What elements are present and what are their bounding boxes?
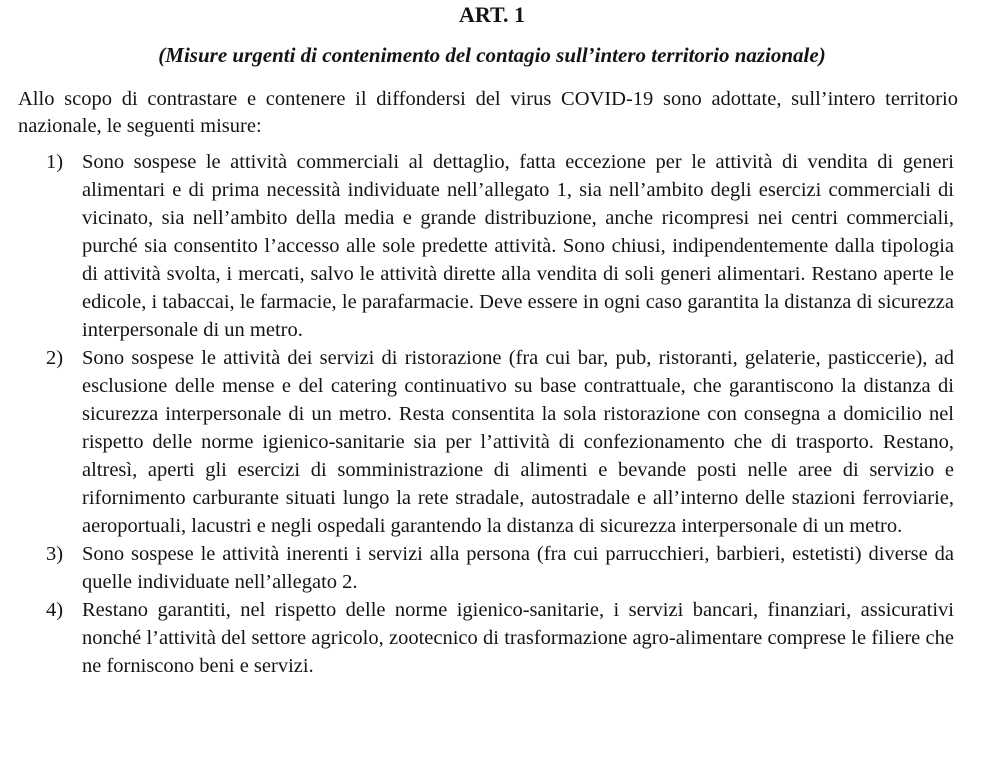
list-item-number: 2): [46, 347, 64, 369]
list-item-number: 1): [46, 151, 64, 173]
list-item-text: Sono sospese le attività commerciali al dettaglio, fatta eccezione per le attività di vendita di generi alimentari e di prima necessità individuate nell’allegato 1, sia nell’ambito degli esercizi commerciali di vicinato, sia nell’ambito della media e grande distribuzione, anche ricompresi nei centri commerciali, purché sia consentito l’accesso alle sole predette attività. Sono chiusi, indipendentemente dalla tipologia di attività svolta, i mercati, salvo le attività dirette alla vendita di soli generi alimentari. Restano aperte le edicole, i tabaccai, le farmacie, le parafarmacie. Deve essere in ogni caso garantita la distanza di sicurezza interpersonale di un metro.: [82, 151, 954, 341]
intro-paragraph: Allo scopo di contrastare e contenere il diffondersi del virus COVID-19 sono adottate, sull’intero territorio nazionale, le seguenti misure:: [18, 88, 958, 137]
list-item-number: 3): [46, 543, 64, 565]
list-item: [0, 596, 954, 680]
list-item: [0, 540, 954, 596]
measures-list: [0, 148, 984, 680]
article-subheading: (Misure urgenti di contenimento del contagio sull’intero territorio nazionale): [158, 43, 826, 67]
list-item-number: 4): [46, 599, 64, 621]
list-item: [0, 344, 954, 540]
list-item-text: Sono sospese le attività inerenti i servizi alla persona (fra cui parrucchieri, barbieri, estetisti) diverse da quelle individuate nell’allegato 2.: [82, 543, 954, 593]
article-heading: ART. 1: [458, 2, 526, 27]
list-item-text: Restano garantiti, nel rispetto delle norme igienico-sanitarie, i servizi bancari, finanziari, assicurativi nonché l’attività del settore agricolo, zootecnico di trasformazione agro-alimentare comprese le filiere che ne forniscono beni e servizi.: [82, 599, 954, 677]
list-item-text: Sono sospese le attività dei servizi di ristorazione (fra cui bar, pub, ristoranti, gelaterie, pasticcerie), ad esclusione delle mense e del catering continuativo su base contrattuale, che garantiscono la distanza di sicurezza interpersonale di un metro. Resta consentita la sola ristorazione con consegna a domicilio nel rispetto delle norme igienico-sanitarie sia per l’attività di confezionamento che di trasporto. Restano, altresì, aperti gli esercizi di somministrazione di alimenti e bevande posti nelle aree di servizio e rifornimento carburante situati lungo la rete stradale, autostradale e all’interno delle stazioni ferroviarie, aeroportuali, lacustri e negli ospedali garantendo la distanza di sicurezza interpersonale di un metro.: [82, 347, 954, 537]
list-item: [0, 148, 954, 344]
